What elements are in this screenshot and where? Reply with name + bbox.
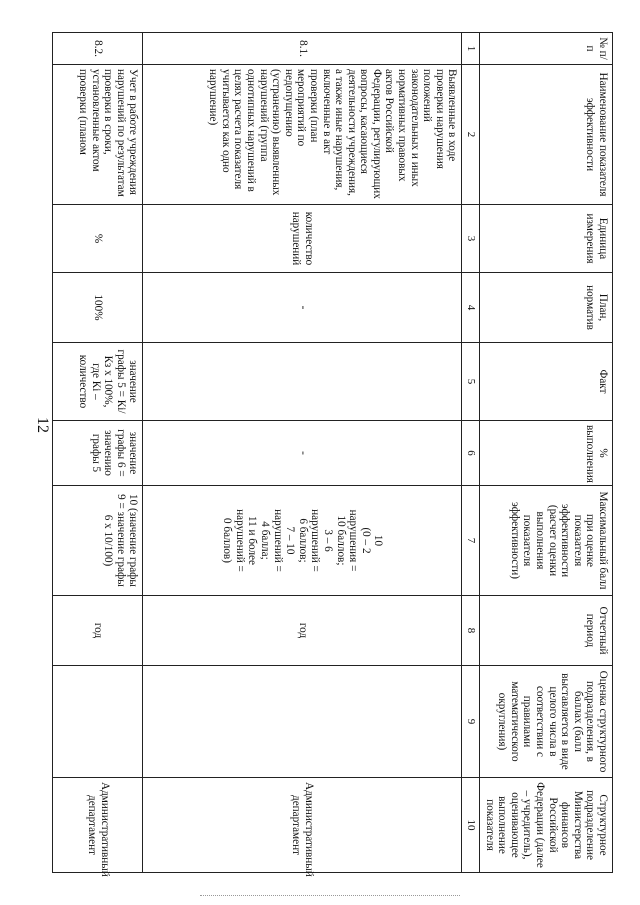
column-number: 5 (462, 343, 480, 421)
efficiency-indicators-table (52, 32, 613, 877)
max-score-value: 10 (значение графы 9 = значение графы 6 х 10/100) (53, 486, 143, 596)
rotated-table-wrapper (40, 32, 613, 877)
header-fact: Факт (480, 343, 613, 421)
department-value: Административный департамент (53, 778, 143, 873)
fact-value (143, 343, 462, 421)
indicator-name: Выявленные в ходе проверки нарушения положений законодательных и иных нормативных правовых актов Российской Федерации, регулирующих вопросы, касающиеся деятельности учреждения, а также иные нарушения, включенные в акт проверки (план мероприятий по недопущению (устранению) выявленных нарушений (группа однотипных нарушений в целях расчета показателя учитывается как одно нарушение) (143, 65, 462, 205)
column-number: 4 (462, 273, 480, 343)
page-number: 12 (34, 417, 51, 433)
period-value: год (143, 596, 462, 666)
department-value: Административный департамент (143, 778, 462, 873)
column-number: 2 (462, 65, 480, 205)
plan-value: - (143, 273, 462, 343)
header-percent: % выполнения (480, 421, 613, 486)
max-score-line: нарушений = (233, 509, 246, 572)
row-number: 8.2. (53, 33, 143, 65)
column-number: 10 (462, 778, 480, 873)
percent-value: - (143, 421, 462, 486)
max-score-line: нарушения = (347, 509, 360, 572)
column-number: 9 (462, 666, 480, 778)
unit-value: количество нарушений (143, 205, 462, 273)
max-score-line: 3 – 6 (321, 529, 334, 552)
max-score-line: (0 – 2 (359, 527, 372, 554)
max-score-line: 7 – 10 (284, 526, 297, 555)
table-row (53, 33, 143, 873)
column-number: 7 (462, 486, 480, 596)
max-score-value (143, 486, 462, 596)
column-number: 8 (462, 596, 480, 666)
header-num: № п/п (480, 33, 613, 65)
table-row (143, 33, 462, 873)
row-number: 8.1. (143, 33, 462, 65)
max-score-line: нарушений = (309, 509, 322, 572)
percent-value: значение графы 6 = значению графы 5 (53, 421, 143, 486)
period-value: год (53, 596, 143, 666)
header-department: Структурное подразделение Министерства финансов Российской Федерации (далее – учредитель), оценивающее выполнение показателя (480, 778, 613, 873)
max-score-line: 6 баллов; (296, 518, 309, 563)
column-number: 1 (462, 33, 480, 65)
table-header-row (480, 33, 613, 873)
header-indicator-name: Наименование показателя эффективности (480, 65, 613, 205)
header-score: Оценка структурного подразделения, в баллах (балл выставляется в виде целого числа в соответствии с правилами математического округления) (480, 666, 613, 778)
max-score-line: 10 баллов; (334, 515, 347, 566)
column-number: 6 (462, 421, 480, 486)
scan-edge-line (200, 895, 460, 896)
max-score-line: нарушений = (271, 509, 284, 572)
header-plan: План, норматив (480, 273, 613, 343)
header-max-score: Максимальный балл при оценке показателя эффективности (расчет оценки выполнения показателя эффективности) (480, 486, 613, 596)
max-score-line: 0 баллов) (221, 518, 234, 563)
max-score-line: 11 и более (246, 515, 259, 565)
fact-value: значение графы 5 = Кi/Кз х 100%, где Кi – количество (53, 343, 143, 421)
unit-value: % (53, 205, 143, 273)
max-score-line: 10 (372, 534, 385, 547)
score-value (53, 666, 143, 778)
header-period: Отчетный период (480, 596, 613, 666)
indicator-name: Учет в работе учреждения нарушений по результатам проверки в сроки, установленные актом проверки (планом (53, 65, 143, 205)
column-number-row (462, 33, 480, 873)
column-number: 3 (462, 205, 480, 273)
score-value (143, 666, 462, 778)
plan-value: 100% (53, 273, 143, 343)
max-score-line: 4 балла; (258, 521, 271, 560)
header-unit: Единица измерения (480, 205, 613, 273)
